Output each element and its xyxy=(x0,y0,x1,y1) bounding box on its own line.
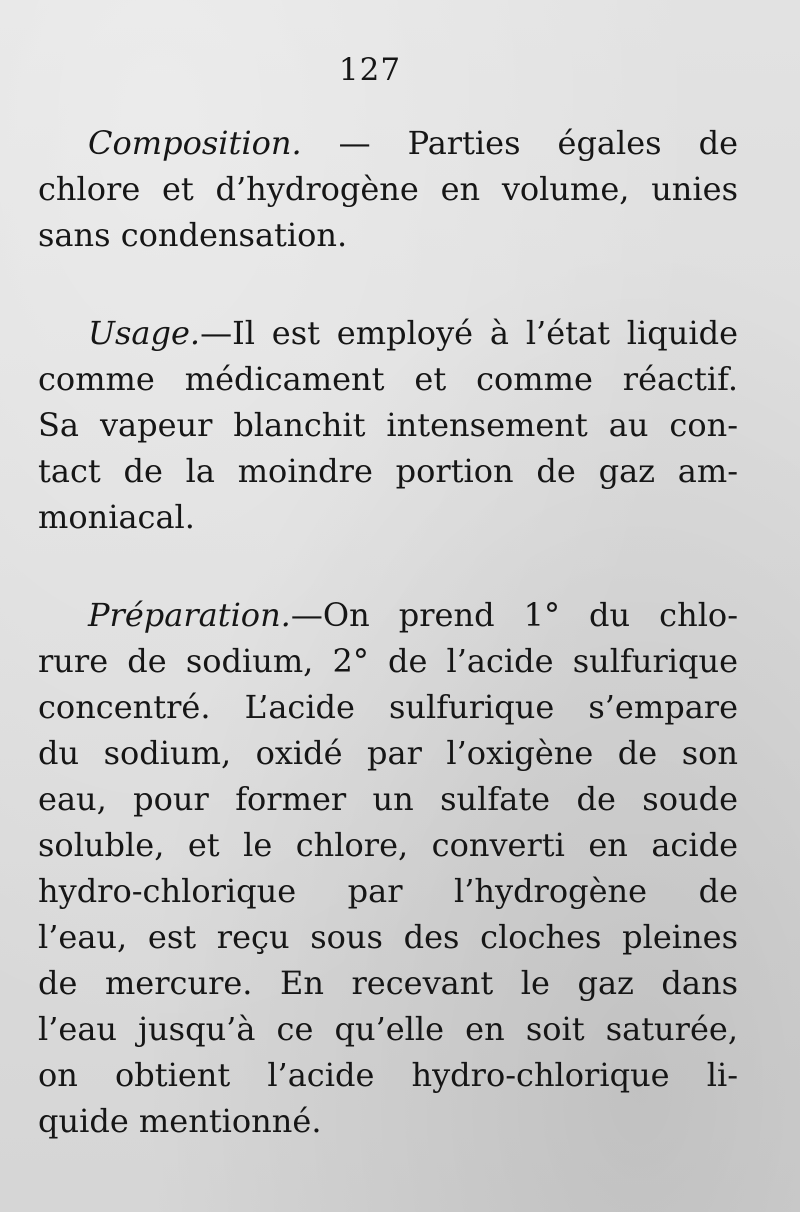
text-line: du sodium, oxidé par l’oxigène de son xyxy=(38,734,738,772)
text-line: on obtient l’acide hydro-chlorique li- xyxy=(38,1056,738,1094)
text-line-content: — Parties égales de xyxy=(301,124,738,162)
text-line: l’eau jusqu’à ce qu’elle en soit saturée, xyxy=(38,1010,738,1048)
page-number: 127 xyxy=(338,52,402,88)
text-line: moniacal. xyxy=(38,498,195,536)
paragraph-heading-usage: Usage. xyxy=(88,314,201,352)
paragraph-heading-composition: Composition. xyxy=(88,124,302,162)
text-line xyxy=(38,592,738,638)
paragraph-usage xyxy=(38,310,738,540)
text-line: soluble, et le chlore, converti en acide xyxy=(38,826,738,864)
text-line: quide mentionné. xyxy=(38,1102,322,1140)
text-line: tact de la moindre portion de gaz am- xyxy=(38,452,738,490)
text-line: sans condensation. xyxy=(38,216,348,254)
paragraph-composition xyxy=(38,120,738,258)
text-line: Sa vapeur blanchit intensement au con- xyxy=(38,406,738,444)
text-line: comme médicament et comme réactif. xyxy=(38,360,738,398)
paragraph-heading-preparation: Préparation. xyxy=(88,596,291,634)
text-line xyxy=(38,310,738,356)
text-line: hydro-chlorique par l’hydrogène de xyxy=(38,872,738,910)
text-line: concentré. L’acide sulfurique s’empare xyxy=(38,688,738,726)
text-line-content: —On prend 1° du chlo- xyxy=(290,596,738,634)
paragraph-preparation xyxy=(38,592,738,1144)
text-line-content: —Il est employé à l’état liquide xyxy=(200,314,738,352)
text-line: chlore et d’hydrogène en volume, unies xyxy=(38,170,738,208)
text-line xyxy=(38,120,738,166)
text-line: de mercure. En recevant le gaz dans xyxy=(38,964,738,1002)
text-line: eau, pour former un sulfate de soude xyxy=(38,780,738,818)
text-line: rure de sodium, 2° de l’acide sulfurique xyxy=(38,642,738,680)
text-line: l’eau, est reçu sous des cloches pleines xyxy=(38,918,738,956)
